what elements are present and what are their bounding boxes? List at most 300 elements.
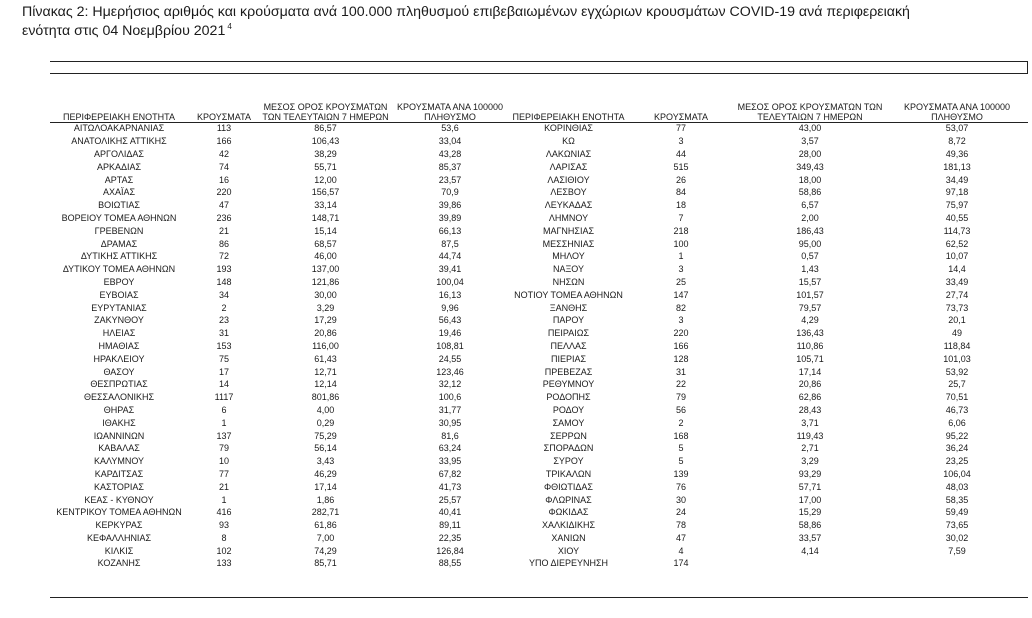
cell-right-region: ΝΟΤΙΟΥ ΤΟΜΕΑ ΑΘΗΝΩΝ bbox=[514, 289, 623, 300]
cell-right-cases: 44 bbox=[675, 148, 686, 159]
cell-right-cases: 3 bbox=[678, 315, 684, 326]
cell-left-avg7: 61,43 bbox=[314, 353, 337, 364]
cell-left-avg7: 20,86 bbox=[314, 328, 337, 339]
table-row bbox=[50, 506, 1028, 519]
cell-right-cases: 4 bbox=[678, 545, 684, 556]
header-cases-right: ΚΡΟΥΣΜΑΤΑ bbox=[654, 112, 708, 122]
cell-left-cases: 47 bbox=[218, 200, 229, 211]
header-row bbox=[50, 84, 1028, 122]
cell-left-cases: 16 bbox=[218, 174, 229, 185]
cell-left-region: ΕΥΡΥΤΑΝΙΑΣ bbox=[91, 302, 147, 313]
header-per100k-right: ΚΡΟΥΣΜΑΤΑ ΑΝΑ 100000 ΠΛΗΘΥΣΜΟ bbox=[904, 102, 1010, 122]
cell-left-avg7: 56,14 bbox=[314, 443, 337, 454]
cell-right-per100k: 20,1 bbox=[948, 315, 966, 326]
cell-right-region: ΜΑΓΝΗΣΙΑΣ bbox=[542, 225, 595, 236]
cell-right-per100k: 73,73 bbox=[945, 302, 969, 313]
cell-left-region: ΔΥΤΙΚΟΥ ΤΟΜΕΑ ΑΘΗΝΩΝ bbox=[62, 264, 176, 275]
cell-left-cases: 193 bbox=[216, 264, 232, 275]
cell-right-per100k: 14,4 bbox=[948, 264, 966, 275]
cell-left-per100k: 9,96 bbox=[441, 302, 459, 313]
cell-right-cases: 5 bbox=[678, 443, 684, 454]
cell-left-cases: 86 bbox=[218, 238, 229, 249]
cell-right-avg7: 18,00 bbox=[798, 174, 822, 185]
cell-right-per100k: 10,07 bbox=[945, 251, 969, 262]
cell-left-per100k: 81,6 bbox=[441, 430, 459, 441]
cell-right-avg7 bbox=[734, 557, 886, 570]
cell-left-region: ΒΟΙΩΤΙΑΣ bbox=[98, 200, 140, 211]
header-per100k-left: ΚΡΟΥΣΜΑΤΑ ΑΝΑ 100000 ΠΛΗΘΥΣΜΟ bbox=[397, 102, 503, 122]
cell-left-per100k: 44,74 bbox=[438, 251, 462, 262]
cell-right-avg7: 2,00 bbox=[801, 212, 819, 223]
cell-left-avg7: 12,14 bbox=[314, 379, 337, 390]
cell-right-avg7: 0,57 bbox=[801, 251, 819, 262]
cell-right-avg7: 136,43 bbox=[796, 328, 824, 339]
cell-left-region: ΚΕΑΣ - ΚΥΘΝΟΥ bbox=[84, 494, 154, 505]
cell-right-avg7: 20,86 bbox=[798, 379, 822, 390]
cell-left-avg7: 282,71 bbox=[311, 507, 340, 518]
table-row bbox=[50, 532, 1028, 545]
cell-left-avg7: 33,14 bbox=[314, 200, 337, 211]
cell-right-cases: 168 bbox=[673, 430, 689, 441]
cell-right-per100k: 33,49 bbox=[945, 276, 969, 287]
regional-cases-table bbox=[50, 84, 1028, 570]
cell-right-avg7: 28,00 bbox=[798, 148, 822, 159]
cell-left-per100k: 87,5 bbox=[441, 238, 459, 249]
cell-left-cases: 10 bbox=[218, 456, 229, 467]
cell-left-per100k: 53,6 bbox=[441, 123, 459, 134]
table-row bbox=[50, 276, 1028, 289]
cell-right-cases: 1 bbox=[678, 251, 684, 262]
cell-right-region: ΣΑΜΟΥ bbox=[552, 417, 585, 428]
header-region-left: ΠΕΡΙΦΕΡΕΙΑΚΗ ΕΝΟΤΗΤΑ bbox=[62, 112, 176, 122]
cell-left-per100k: 39,41 bbox=[438, 264, 462, 275]
table-row bbox=[50, 429, 1028, 442]
cell-left-avg7: 17,14 bbox=[314, 481, 337, 492]
cell-right-avg7: 33,57 bbox=[798, 532, 822, 543]
cell-right-avg7: 3,29 bbox=[801, 456, 819, 467]
table-row bbox=[50, 391, 1028, 404]
cell-left-region: ΚΟΖΑΝΗΣ bbox=[97, 558, 141, 569]
cell-right-per100k: 34,49 bbox=[945, 174, 969, 185]
cell-left-cases: 74 bbox=[218, 161, 229, 172]
cell-left-per100k: 108,81 bbox=[436, 340, 464, 351]
cell-left-region: ΘΕΣΠΡΩΤΙΑΣ bbox=[90, 379, 148, 390]
table-row bbox=[50, 378, 1028, 391]
cell-right-cases: 5 bbox=[678, 456, 684, 467]
caption-date-text: ενότητα στις 04 Νοεμβρίου 2021 bbox=[22, 23, 226, 39]
table-body bbox=[50, 122, 1028, 570]
cell-left-region: ΑΡΤΑΣ bbox=[104, 174, 134, 185]
cell-left-region: ΚΕΝΤΡΙΚΟΥ ΤΟΜΕΑ ΑΘΗΝΩΝ bbox=[56, 507, 182, 518]
cell-left-region: ΔΥΤΙΚΗΣ ΑΤΤΙΚΗΣ bbox=[80, 251, 158, 262]
cell-right-cases: 128 bbox=[673, 353, 689, 364]
footnote-marker: 4 bbox=[227, 22, 232, 32]
cell-right-avg7: 101,57 bbox=[796, 289, 824, 300]
cell-right-per100k: 25,7 bbox=[948, 379, 966, 390]
header-region-right: ΠΕΡΙΦΕΡΕΙΑΚΗ ΕΝΟΤΗΤΑ bbox=[512, 112, 625, 122]
table-row bbox=[50, 455, 1028, 468]
cell-right-per100k: 8,72 bbox=[948, 136, 966, 147]
cell-right-per100k: 118,84 bbox=[943, 340, 971, 351]
caption-line-1: Πίνακας 2: Ημερήσιος αριθμός και κρούσματα ανά 100.000 πληθυσμού επιβεβαιωμένων εγχώριων κρουσμάτων COVID-19 ανά περιφερειακή bbox=[22, 4, 910, 20]
cell-right-avg7: 28,43 bbox=[798, 404, 822, 415]
cell-left-cases: 137 bbox=[216, 430, 232, 441]
cell-left-cases: 77 bbox=[218, 468, 229, 479]
cell-right-cases: 139 bbox=[673, 468, 689, 479]
cell-left-cases: 236 bbox=[216, 212, 232, 223]
cell-left-region: ΙΩΑΝΝΙΝΩΝ bbox=[93, 430, 145, 441]
cell-left-per100k: 100,04 bbox=[436, 276, 464, 287]
cell-left-cases: 8 bbox=[221, 532, 227, 543]
cell-left-region: ΕΥΒΟΙΑΣ bbox=[99, 289, 139, 300]
table-row bbox=[50, 250, 1028, 263]
table-row bbox=[50, 314, 1028, 327]
table-row bbox=[50, 519, 1028, 532]
cell-left-region: ΑΝΑΤΟΛΙΚΗΣ ΑΤΤΙΚΗΣ bbox=[71, 136, 167, 147]
cell-left-per100k: 41,73 bbox=[438, 481, 462, 492]
cell-right-per100k: 106,04 bbox=[943, 468, 971, 479]
cell-left-per100k: 43,28 bbox=[438, 148, 462, 159]
cell-left-avg7: 46,29 bbox=[314, 468, 337, 479]
cell-left-avg7: 137,00 bbox=[311, 264, 340, 275]
cell-left-region: ΕΒΡΟΥ bbox=[103, 276, 135, 287]
cell-left-avg7: 156,57 bbox=[311, 187, 340, 198]
cell-left-per100k: 30,95 bbox=[438, 417, 462, 428]
header-cases-left: ΚΡΟΥΣΜΑΤΑ bbox=[197, 112, 251, 122]
cell-right-region: ΦΩΚΙΔΑΣ bbox=[548, 507, 589, 518]
cell-left-per100k: 25,57 bbox=[438, 494, 462, 505]
cell-right-avg7: 17,00 bbox=[798, 494, 822, 505]
cell-left-cases: 21 bbox=[218, 225, 229, 236]
cell-left-per100k: 126,84 bbox=[436, 545, 464, 556]
cell-left-per100k: 22,35 bbox=[438, 532, 462, 543]
table-row bbox=[50, 301, 1028, 314]
cell-right-per100k: 6,06 bbox=[948, 417, 966, 428]
cell-right-region: ΡΕΘΥΜΝΟΥ bbox=[542, 379, 595, 390]
cell-left-region: ΔΡΑΜΑΣ bbox=[100, 238, 138, 249]
cell-right-per100k: 27,74 bbox=[945, 289, 969, 300]
table-row bbox=[50, 442, 1028, 455]
cell-left-avg7: 68,57 bbox=[314, 238, 337, 249]
cell-left-avg7: 12,71 bbox=[314, 366, 337, 377]
cell-right-region: ΠΑΡΟΥ bbox=[552, 315, 585, 326]
table-row bbox=[50, 212, 1028, 225]
cell-right-avg7: 58,86 bbox=[798, 187, 822, 198]
cell-right-region: ΦΘΙΩΤΙΔΑΣ bbox=[544, 481, 593, 492]
cell-right-region: ΡΟΔΟΠΗΣ bbox=[546, 392, 591, 403]
cell-left-per100k: 56,43 bbox=[438, 315, 462, 326]
cell-right-region: ΠΡΕΒΕΖΑΣ bbox=[544, 366, 593, 377]
cell-right-cases: 100 bbox=[673, 238, 689, 249]
header-avg7-right: ΜΕΣΟΣ ΟΡΟΣ ΚΡΟΥΣΜΑΤΩΝ ΤΩΝ ΤΕΛΕΥΤΑΙΩΝ 7 ΗΜΕΡΩΝ bbox=[737, 102, 883, 122]
cell-left-region: ΗΡΑΚΛΕΙΟΥ bbox=[93, 353, 145, 364]
cell-left-avg7: 1,86 bbox=[316, 494, 335, 505]
cell-right-per100k: 62,52 bbox=[945, 238, 969, 249]
cell-left-region: ΚΑΒΑΛΑΣ bbox=[98, 443, 140, 454]
table-row bbox=[50, 404, 1028, 417]
cell-right-region: ΧΑΝΙΩΝ bbox=[551, 532, 586, 543]
cell-left-cases: 17 bbox=[218, 366, 229, 377]
caption-line-2 bbox=[22, 22, 1027, 41]
cell-right-avg7: 17,14 bbox=[798, 366, 822, 377]
cell-right-per100k: 181,13 bbox=[943, 161, 971, 172]
bottom-rule bbox=[50, 597, 1028, 598]
cell-right-cases: 220 bbox=[673, 328, 689, 339]
table-row bbox=[50, 135, 1028, 148]
top-rule bbox=[50, 61, 1028, 62]
table-row bbox=[50, 263, 1028, 276]
table-row bbox=[50, 224, 1028, 237]
cell-right-per100k: 30,02 bbox=[945, 532, 969, 543]
cell-right-cases: 76 bbox=[675, 481, 686, 492]
cell-right-avg7: 15,57 bbox=[798, 276, 822, 287]
cell-right-cases: 56 bbox=[675, 404, 686, 415]
cell-left-per100k: 70,9 bbox=[441, 187, 459, 198]
table-row bbox=[50, 186, 1028, 199]
table-row bbox=[50, 340, 1028, 353]
cell-right-region: ΛΑΣΙΘΙΟΥ bbox=[547, 174, 590, 185]
cell-right-cases: 84 bbox=[675, 187, 686, 198]
cell-left-avg7: 4,00 bbox=[316, 404, 335, 415]
table-row bbox=[50, 557, 1028, 570]
table-row bbox=[50, 199, 1028, 212]
cell-left-per100k: 100,6 bbox=[438, 392, 462, 403]
cell-right-per100k: 97,18 bbox=[945, 187, 969, 198]
cell-right-cases: 79 bbox=[675, 392, 686, 403]
cell-right-cases: 26 bbox=[675, 174, 686, 185]
cell-right-per100k: 75,97 bbox=[945, 200, 969, 211]
cell-right-region: ΣΕΡΡΩΝ bbox=[550, 430, 587, 441]
cell-right-region: ΧΑΛΚΙΔΙΚΗΣ bbox=[541, 520, 596, 531]
cell-right-cases: 24 bbox=[675, 507, 686, 518]
cell-right-avg7: 2,71 bbox=[801, 443, 819, 454]
cell-left-avg7: 0,29 bbox=[316, 417, 335, 428]
cell-right-avg7: 62,86 bbox=[798, 392, 822, 403]
cell-left-per100k: 88,55 bbox=[438, 558, 462, 569]
cell-left-cases: 75 bbox=[218, 353, 229, 364]
cell-right-avg7: 119,43 bbox=[796, 430, 824, 441]
cell-left-cases: 31 bbox=[218, 328, 229, 339]
table-row bbox=[50, 237, 1028, 250]
cell-right-region: ΜΗΛΟΥ bbox=[552, 251, 585, 262]
cell-right-cases: 218 bbox=[673, 225, 689, 236]
cell-left-avg7: 55,71 bbox=[314, 161, 337, 172]
cell-right-avg7: 95,00 bbox=[798, 238, 822, 249]
cell-right-per100k: 53,92 bbox=[945, 366, 969, 377]
cell-left-cases: 2 bbox=[221, 302, 227, 313]
cell-right-cases: 3 bbox=[678, 264, 684, 275]
cell-left-avg7: 30,00 bbox=[314, 289, 337, 300]
cell-right-region: ΣΥΡΟΥ bbox=[553, 456, 584, 467]
cell-right-avg7: 79,57 bbox=[798, 302, 822, 313]
cell-right-per100k: 49 bbox=[951, 328, 962, 339]
cell-right-region: ΧΙΟΥ bbox=[557, 545, 580, 556]
cell-left-per100k: 40,41 bbox=[438, 507, 462, 518]
cell-left-region: ΘΕΣΣΑΛΟΝΙΚΗΣ bbox=[83, 392, 155, 403]
table-caption bbox=[22, 3, 1027, 41]
cell-left-region: ΑΡΚΑΔΙΑΣ bbox=[96, 161, 142, 172]
cell-right-per100k: 48,03 bbox=[945, 481, 969, 492]
cell-left-region: ΑΙΤΩΛΟΑΚΑΡΝΑΝΙΑΣ bbox=[73, 123, 165, 134]
cell-right-cases: 147 bbox=[673, 289, 689, 300]
cell-right-cases: 3 bbox=[678, 136, 684, 147]
cell-left-per100k: 31,77 bbox=[438, 404, 462, 415]
cell-left-cases: 102 bbox=[216, 545, 232, 556]
table-row bbox=[50, 352, 1028, 365]
cell-right-per100k: 73,65 bbox=[945, 520, 969, 531]
cell-right-cases: 22 bbox=[675, 379, 686, 390]
cell-left-region: ΚΑΣΤΟΡΙΑΣ bbox=[94, 481, 144, 492]
cell-right-avg7: 43,00 bbox=[798, 123, 822, 134]
cell-left-region: ΙΘΑΚΗΣ bbox=[102, 417, 136, 428]
cell-left-region: ΚΑΡΔΙΤΣΑΣ bbox=[94, 468, 144, 479]
cell-right-cases: 78 bbox=[675, 520, 686, 531]
cell-left-avg7: 61,86 bbox=[314, 520, 337, 531]
cell-right-per100k: 7,59 bbox=[948, 545, 966, 556]
cell-right-region: ΛΕΥΚΑΔΑΣ bbox=[544, 200, 593, 211]
table-row bbox=[50, 493, 1028, 506]
cell-right-region: ΝΑΞΟΥ bbox=[552, 264, 585, 275]
cell-right-avg7: 6,57 bbox=[801, 200, 819, 211]
cell-left-per100k: 39,86 bbox=[438, 200, 462, 211]
table-row bbox=[50, 160, 1028, 173]
table-row bbox=[50, 416, 1028, 429]
cell-right-avg7: 1,43 bbox=[801, 264, 819, 275]
cell-right-region: ΚΟΡΙΝΘΙΑΣ bbox=[544, 123, 593, 134]
cell-right-cases: 82 bbox=[675, 302, 686, 313]
cell-left-per100k: 67,82 bbox=[438, 468, 462, 479]
cell-left-region: ΒΟΡΕΙΟΥ ΤΟΜΕΑ ΑΘΗΝΩΝ bbox=[61, 212, 177, 223]
cell-right-per100k: 40,55 bbox=[945, 212, 969, 223]
cell-right-cases: 2 bbox=[678, 417, 684, 428]
cell-left-avg7: 121,86 bbox=[311, 276, 340, 287]
cell-right-per100k bbox=[886, 557, 1028, 570]
cell-left-avg7: 85,71 bbox=[314, 558, 337, 569]
cell-left-per100k: 19,46 bbox=[438, 328, 462, 339]
cell-right-region: ΛΑΡΙΣΑΣ bbox=[549, 161, 588, 172]
cell-right-region: ΠΕΙΡΑΙΩΣ bbox=[547, 328, 590, 339]
cell-right-region: ΠΙΕΡΙΑΣ bbox=[550, 353, 587, 364]
header-avg7-left: ΜΕΣΟΣ ΟΡΟΣ ΚΡΟΥΣΜΑΤΩΝ ΤΩΝ ΤΕΛΕΥΤΑΙΩΝ 7 ΗΜΕΡΩΝ bbox=[262, 102, 389, 122]
cell-right-per100k: 49,36 bbox=[945, 148, 969, 159]
cell-left-avg7: 801,86 bbox=[311, 392, 340, 403]
cell-left-avg7: 17,29 bbox=[314, 315, 337, 326]
cell-right-region: ΝΗΣΩΝ bbox=[552, 276, 585, 287]
table-row bbox=[50, 173, 1028, 186]
cell-left-cases: 153 bbox=[216, 340, 232, 351]
cell-left-cases: 14 bbox=[218, 379, 229, 390]
cell-left-avg7: 148,71 bbox=[311, 212, 340, 223]
cell-left-avg7: 106,43 bbox=[311, 136, 340, 147]
cell-right-region: ΡΟΔΟΥ bbox=[552, 404, 585, 415]
cell-right-per100k: 46,73 bbox=[945, 404, 969, 415]
cell-right-avg7: 4,29 bbox=[801, 315, 819, 326]
cell-right-cases: 31 bbox=[675, 366, 686, 377]
cell-right-cases: 30 bbox=[675, 494, 686, 505]
cell-right-per100k: 95,22 bbox=[945, 430, 969, 441]
table-row bbox=[50, 544, 1028, 557]
cell-left-avg7: 12,00 bbox=[314, 174, 337, 185]
cell-right-avg7: 15,29 bbox=[798, 507, 822, 518]
cell-left-region: ΘΑΣΟΥ bbox=[103, 366, 135, 377]
cell-right-cases: 515 bbox=[673, 161, 689, 172]
cell-left-per100k: 123,46 bbox=[436, 366, 464, 377]
table-row bbox=[50, 122, 1028, 135]
cell-right-per100k: 101,03 bbox=[943, 353, 971, 364]
cell-left-avg7: 38,29 bbox=[314, 148, 337, 159]
cell-right-avg7: 58,86 bbox=[798, 520, 822, 531]
table-row bbox=[50, 327, 1028, 340]
cell-left-region: ΚΕΡΚΥΡΑΣ bbox=[95, 520, 143, 531]
table-row bbox=[50, 468, 1028, 481]
cell-right-cases: 174 bbox=[673, 558, 689, 569]
cell-right-region: ΣΠΟΡΑΔΩΝ bbox=[543, 443, 594, 454]
cell-left-cases: 148 bbox=[216, 276, 232, 287]
cell-left-region: ΗΛΕΙΑΣ bbox=[102, 328, 136, 339]
cell-left-cases: 6 bbox=[221, 404, 227, 415]
cell-left-region: ΚΕΦΑΛΛΗΝΙΑΣ bbox=[86, 532, 152, 543]
cell-right-avg7: 3,71 bbox=[801, 417, 819, 428]
cell-left-region: ΑΡΓΟΛΙΔΑΣ bbox=[94, 148, 144, 159]
cell-left-avg7: 3,29 bbox=[316, 302, 335, 313]
cell-left-cases: 1117 bbox=[214, 392, 234, 403]
cell-left-per100k: 32,12 bbox=[438, 379, 462, 390]
cell-left-avg7: 46,00 bbox=[314, 251, 337, 262]
cell-right-avg7: 110,86 bbox=[796, 340, 824, 351]
cell-left-avg7: 3,43 bbox=[316, 456, 335, 467]
cell-left-avg7: 75,29 bbox=[314, 430, 337, 441]
cell-right-per100k: 58,35 bbox=[945, 494, 969, 505]
cell-right-avg7: 349,43 bbox=[796, 161, 824, 172]
cell-right-region: ΦΛΩΡΙΝΑΣ bbox=[545, 494, 592, 505]
cell-left-cases: 1 bbox=[221, 494, 227, 505]
cell-left-region: ΓΡΕΒΕΝΩΝ bbox=[94, 225, 144, 236]
cell-right-region: ΥΠΟ ΔΙΕΡΕΥΝΗΣΗ bbox=[528, 558, 609, 569]
cell-right-avg7: 186,43 bbox=[796, 225, 824, 236]
cell-left-region: ΘΗΡΑΣ bbox=[103, 404, 135, 415]
cell-right-region: ΚΩ bbox=[562, 136, 575, 147]
cell-left-per100k: 85,37 bbox=[438, 161, 462, 172]
cell-left-avg7: 86,57 bbox=[314, 123, 337, 134]
cell-left-cases: 42 bbox=[218, 148, 229, 159]
cell-right-cases: 77 bbox=[675, 123, 686, 134]
cell-left-per100k: 63,24 bbox=[438, 443, 462, 454]
cell-right-region: ΛΗΜΝΟΥ bbox=[548, 212, 589, 223]
cell-right-region: ΜΕΣΣΗΝΙΑΣ bbox=[542, 238, 595, 249]
cell-left-cases: 93 bbox=[218, 520, 229, 531]
cell-left-cases: 166 bbox=[216, 136, 232, 147]
cell-left-region: ΑΧΑΪΑΣ bbox=[102, 187, 136, 198]
cell-left-cases: 220 bbox=[216, 187, 232, 198]
cell-left-per100k: 33,95 bbox=[438, 456, 462, 467]
cell-right-region: ΤΡΙΚΑΛΩΝ bbox=[545, 468, 592, 479]
table-row bbox=[50, 365, 1028, 378]
cell-right-per100k: 53,07 bbox=[945, 123, 969, 134]
cell-left-per100k: 89,11 bbox=[439, 520, 461, 531]
cell-right-cases: 25 bbox=[675, 276, 686, 287]
cell-left-per100k: 24,55 bbox=[438, 353, 462, 364]
cell-right-per100k: 59,49 bbox=[945, 507, 969, 518]
cell-left-cases: 34 bbox=[218, 289, 229, 300]
cell-left-cases: 23 bbox=[218, 315, 229, 326]
cell-left-region: ΚΙΛΚΙΣ bbox=[104, 545, 134, 556]
table-row bbox=[50, 480, 1028, 493]
cell-left-per100k: 66,13 bbox=[438, 225, 462, 236]
cell-left-cases: 133 bbox=[216, 558, 232, 569]
cell-left-cases: 1 bbox=[221, 417, 227, 428]
cell-right-per100k: 70,51 bbox=[945, 392, 969, 403]
cell-right-avg7: 105,71 bbox=[796, 353, 824, 364]
